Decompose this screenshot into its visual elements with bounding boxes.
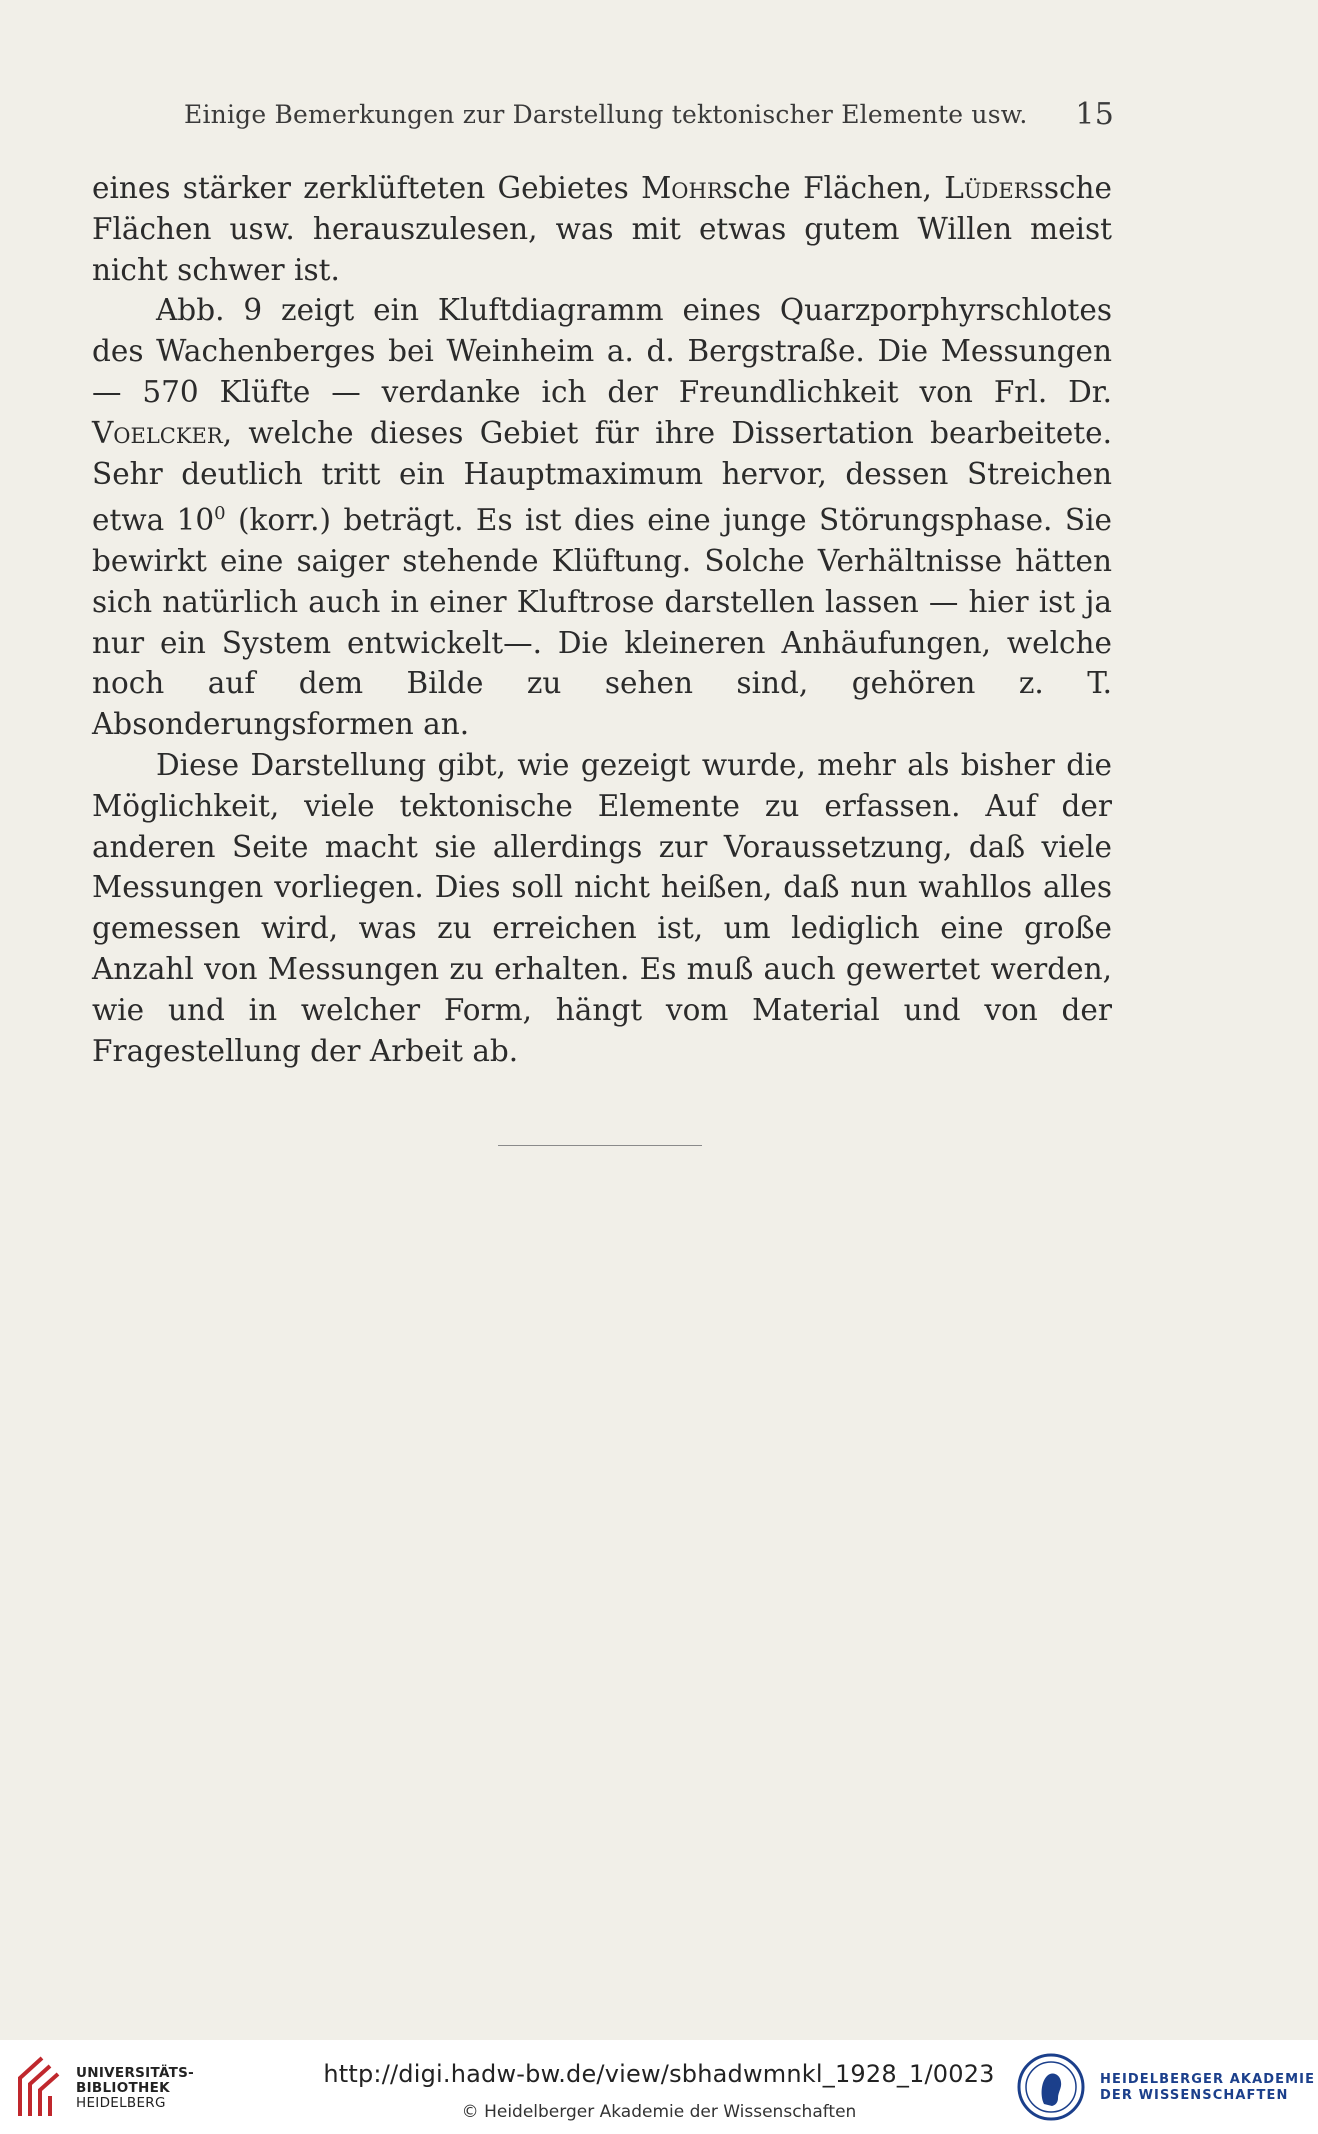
- section-divider: [498, 1145, 702, 1146]
- library-line-2: BIBLIOTHEK: [76, 2080, 170, 2096]
- name-mohr: Mohr: [641, 171, 723, 205]
- name-lueders: Lüders: [944, 171, 1044, 205]
- academy-seal-icon: [1016, 2052, 1086, 2122]
- running-head-title: Einige Bemerkungen zur Darstellung tektonischer Elemente usw.: [184, 100, 1028, 129]
- text-run: sche Flächen,: [722, 171, 945, 205]
- paragraph-1: [92, 168, 1112, 290]
- text-run: sche Flächen usw. herauszulesen, was mit etwas gutem Willen meist nicht schwer ist.: [92, 171, 1113, 287]
- text-run: (korr.) beträgt. Es ist dies eine junge Störungsphase. Sie bewirkt eine saiger stehende Klüftung. Solche Verhältnisse hätten sich natürlich auch in einer Kluftrose darstellen lassen — hier ist ja nur ein System entwickelt—. Die kleineren Anhäufungen, welche noch auf dem Bilde zu sehen sind, gehören z. T. Absonderungsformen an.: [92, 503, 1112, 742]
- library-line-3: HEIDELBERG: [76, 2095, 166, 2111]
- body-text: [92, 168, 1112, 1071]
- footer-bar: [0, 2040, 1318, 2134]
- source-url-link[interactable]: http://digi.hadw-bw.de/view/sbhadwmnkl_1928_1/0023: [323, 2060, 995, 2088]
- academy-name: [1100, 2072, 1315, 2104]
- text-run: eines stärker zerklüfteten Gebietes: [92, 171, 642, 205]
- text-run: Abb. 9 zeigt ein Kluftdiagramm eines Quarzporphyrschlotes des Wachenberges bei Weinheim a. d. Bergstraße. Die Messungen — 570 Klüfte — verdanke ich der Freundlichkeit von Frl. Dr.: [92, 293, 1112, 409]
- degree-mark: 0: [214, 503, 226, 525]
- running-head: [184, 97, 1114, 132]
- copyright-notice: © Heidelberger Akademie der Wissenschaften: [461, 2102, 857, 2122]
- paragraph-3: Diese Darstellung gibt, wie gezeigt wurde, mehr als bisher die Möglichkeit, viele tektonische Elemente zu erfassen. Auf der anderen Seite macht sie allerdings zur Voraussetzung, daß viele Messungen vorliegen. Dies soll nicht heißen, daß nun wahllos alles gemessen wird, was zu erreichen ist, um lediglich eine große Anzahl von Messungen zu erhalten. Es muß auch gewertet werden, wie und in welcher Form, hängt vom Material und von der Fragestellung der Arbeit ab.: [92, 747, 1112, 1068]
- text-run: , welche dieses Gebiet für ihre Dissertation bearbeitete. Sehr deutlich tritt ein Hauptmaximum hervor, dessen Streichen etwa 10: [92, 415, 1112, 538]
- academy-line-1: HEIDELBERGER AKADEMIE: [1100, 2072, 1316, 2087]
- paragraph-2: [92, 290, 1112, 745]
- academy-line-2: DER WISSENSCHAFTEN: [1100, 2088, 1289, 2103]
- page-number: 15: [1075, 97, 1114, 132]
- library-line-1: UNIVERSITÄTS-: [76, 2065, 195, 2081]
- name-voelcker: Voelcker: [92, 415, 223, 450]
